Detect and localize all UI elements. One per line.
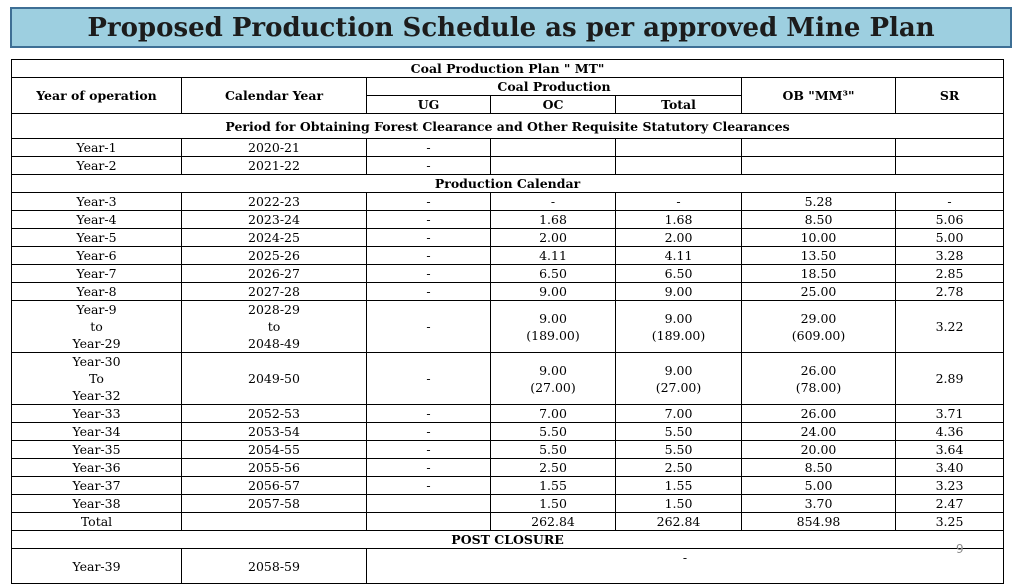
sr-cell: 3.71	[896, 405, 1004, 423]
total-cell: 2.00	[616, 229, 742, 247]
table-row	[12, 301, 1004, 353]
cell-line: to	[267, 319, 281, 334]
post-closure-value-cell: -	[367, 549, 1004, 584]
oc-cell: 6.50	[491, 265, 616, 283]
ug-cell: -	[367, 229, 491, 247]
calendar-year-cell: 2024-25	[182, 229, 367, 247]
cell-line: (78.00)	[795, 379, 842, 395]
ug-cell: -	[367, 157, 491, 175]
cell-line: 9.00	[664, 362, 693, 378]
table-row	[12, 229, 1004, 247]
sr-cell: 5.06	[896, 211, 1004, 229]
sr-cell: 2.78	[896, 283, 1004, 301]
total-cell: 5.50	[616, 423, 742, 441]
cell-line: 9.00	[539, 310, 567, 326]
section-clearance: Period for Obtaining Forest Clearance and Other Requisite Statutory Clearances	[12, 114, 1004, 139]
calendar-year-cell: 2053-54	[182, 423, 367, 441]
ob-cell: 5.00	[742, 477, 896, 495]
ob-cell: 24.00	[742, 423, 896, 441]
cell-line: 9.00	[539, 362, 567, 378]
sr-cell: 3.22	[896, 301, 1004, 353]
sr-cell: 2.47	[896, 495, 1004, 513]
year-of-operation-cell: Year-33	[12, 405, 182, 423]
production-schedule-table	[11, 59, 1004, 584]
total-cell: 7.00	[616, 405, 742, 423]
table-row	[12, 495, 1004, 513]
table-row	[12, 247, 1004, 265]
calendar-year-cell: 2021-22	[182, 157, 367, 175]
year-of-operation-cell: Year-3	[12, 193, 182, 211]
sr-cell: 2.89	[896, 353, 1004, 405]
ob-cell: 5.28	[742, 193, 896, 211]
ug-cell: -	[367, 247, 491, 265]
year-of-operation-cell: Year-39	[12, 549, 182, 584]
cell-line: Year-30	[72, 354, 121, 369]
col-header-coal-production: Coal Production	[367, 78, 742, 96]
cell-line: (27.00)	[655, 379, 702, 395]
ob-cell: 18.50	[742, 265, 896, 283]
sr-cell: 4.36	[896, 423, 1004, 441]
year-of-operation-cell	[12, 353, 182, 405]
cell-line: 2049-50	[248, 371, 300, 386]
col-header-ug: UG	[367, 96, 491, 114]
calendar-year-cell	[182, 353, 367, 405]
sr-cell: 3.64	[896, 441, 1004, 459]
oc-cell	[491, 301, 616, 353]
oc-cell: 7.00	[491, 405, 616, 423]
sr-cell: 3.25	[896, 513, 1004, 531]
year-of-operation-cell: Year-1	[12, 139, 182, 157]
table-row	[12, 193, 1004, 211]
year-of-operation-cell: Year-2	[12, 157, 182, 175]
ug-cell: -	[367, 423, 491, 441]
sr-cell	[896, 139, 1004, 157]
total-cell	[616, 157, 742, 175]
cell-line: (189.00)	[651, 327, 706, 343]
ob-cell: 8.50	[742, 459, 896, 477]
ug-cell: -	[367, 459, 491, 477]
ob-cell	[742, 301, 896, 353]
calendar-year-cell: 2023-24	[182, 211, 367, 229]
cell-line: 2028-29	[248, 302, 300, 317]
calendar-year-cell: 2055-56	[182, 459, 367, 477]
ob-cell: 26.00	[742, 405, 896, 423]
cell-line: Year-32	[72, 388, 121, 403]
oc-cell	[491, 139, 616, 157]
ug-cell	[367, 495, 491, 513]
total-cell: -	[616, 193, 742, 211]
sr-cell: -	[896, 193, 1004, 211]
year-of-operation-cell: Year-5	[12, 229, 182, 247]
oc-cell: 4.11	[491, 247, 616, 265]
section-production-calendar: Production Calendar	[12, 175, 1004, 193]
oc-cell: 262.84	[491, 513, 616, 531]
total-cell	[616, 301, 742, 353]
year-of-operation-cell: Year-7	[12, 265, 182, 283]
ug-cell: -	[367, 283, 491, 301]
total-cell	[616, 353, 742, 405]
col-header-year-of-operation: Year of operation	[12, 78, 182, 114]
cell-line: Year-29	[72, 336, 121, 351]
section-post-closure: POST CLOSURE	[12, 531, 1004, 549]
calendar-year-cell: 2022-23	[182, 193, 367, 211]
table-row	[12, 283, 1004, 301]
sr-cell: 3.28	[896, 247, 1004, 265]
year-of-operation-cell: Year-4	[12, 211, 182, 229]
calendar-year-cell: 2020-21	[182, 139, 367, 157]
ug-cell: -	[367, 405, 491, 423]
calendar-year-cell: 2026-27	[182, 265, 367, 283]
total-cell: 1.68	[616, 211, 742, 229]
total-cell: 6.50	[616, 265, 742, 283]
oc-cell: 1.68	[491, 211, 616, 229]
oc-cell: 9.00	[491, 283, 616, 301]
section-row	[12, 175, 1004, 193]
cell-line: 9.00	[664, 310, 693, 326]
oc-cell: 5.50	[491, 441, 616, 459]
calendar-year-cell: 2058-59	[182, 549, 367, 584]
oc-cell: 5.50	[491, 423, 616, 441]
cell-line: 26.00	[800, 362, 837, 378]
col-header-total: Total	[616, 96, 742, 114]
year-of-operation-cell: Year-34	[12, 423, 182, 441]
table-row	[12, 139, 1004, 157]
total-cell: 262.84	[616, 513, 742, 531]
year-of-operation-cell: Year-6	[12, 247, 182, 265]
year-of-operation-cell: Year-35	[12, 441, 182, 459]
total-cell: 9.00	[616, 283, 742, 301]
calendar-year-cell	[182, 301, 367, 353]
cell-line: To	[89, 371, 104, 386]
page-title: Proposed Production Schedule as per approved Mine Plan	[87, 12, 935, 43]
oc-cell: 2.00	[491, 229, 616, 247]
table-row	[12, 513, 1004, 531]
cell-line: 29.00	[800, 310, 837, 326]
title-banner	[10, 7, 1012, 48]
ug-cell: -	[367, 441, 491, 459]
ug-cell: -	[367, 353, 491, 405]
ug-cell: -	[367, 265, 491, 283]
ob-cell: 10.00	[742, 229, 896, 247]
calendar-year-cell: 2057-58	[182, 495, 367, 513]
table-row	[12, 477, 1004, 495]
cell-line: (189.00)	[526, 327, 580, 343]
sr-cell	[896, 157, 1004, 175]
table-row	[12, 157, 1004, 175]
ob-cell	[742, 139, 896, 157]
total-cell: 1.55	[616, 477, 742, 495]
year-of-operation-cell: Year-38	[12, 495, 182, 513]
table-row	[12, 423, 1004, 441]
plan-header: Coal Production Plan " MT"	[12, 60, 1004, 78]
calendar-year-cell: 2054-55	[182, 441, 367, 459]
oc-cell	[491, 353, 616, 405]
calendar-year-cell: 2027-28	[182, 283, 367, 301]
table-row	[12, 353, 1004, 405]
cell-line: (27.00)	[530, 379, 576, 395]
year-of-operation-cell	[12, 301, 182, 353]
calendar-year-cell: 2056-57	[182, 477, 367, 495]
ob-cell	[742, 353, 896, 405]
ug-cell: -	[367, 193, 491, 211]
ob-cell: 854.98	[742, 513, 896, 531]
calendar-year-cell: 2052-53	[182, 405, 367, 423]
sr-cell: 5.00	[896, 229, 1004, 247]
cell-line: Year-9	[76, 302, 117, 317]
table-row	[12, 265, 1004, 283]
ob-cell: 13.50	[742, 247, 896, 265]
oc-cell: 1.50	[491, 495, 616, 513]
cell-line: 2048-49	[248, 336, 300, 351]
col-header-oc: OC	[491, 96, 616, 114]
oc-cell: -	[491, 193, 616, 211]
ob-cell	[742, 157, 896, 175]
ob-cell: 25.00	[742, 283, 896, 301]
ob-cell: 8.50	[742, 211, 896, 229]
table-row	[12, 459, 1004, 477]
cell-line: to	[90, 319, 103, 334]
total-cell: 1.50	[616, 495, 742, 513]
calendar-year-cell: 2025-26	[182, 247, 367, 265]
ug-cell: -	[367, 477, 491, 495]
ob-cell: 20.00	[742, 441, 896, 459]
total-cell	[616, 139, 742, 157]
table-row	[12, 549, 1004, 584]
total-cell: 2.50	[616, 459, 742, 477]
oc-cell: 2.50	[491, 459, 616, 477]
table-row	[12, 211, 1004, 229]
ob-cell: 3.70	[742, 495, 896, 513]
oc-cell	[491, 157, 616, 175]
ug-cell: -	[367, 139, 491, 157]
year-of-operation-cell: Year-37	[12, 477, 182, 495]
year-of-operation-cell: Total	[12, 513, 182, 531]
sr-cell: 2.85	[896, 265, 1004, 283]
calendar-year-cell	[182, 513, 367, 531]
table-body	[12, 60, 1004, 584]
page-number: 9	[956, 542, 964, 556]
table-row	[12, 441, 1004, 459]
cell-line: (609.00)	[791, 327, 846, 343]
sr-cell: 3.40	[896, 459, 1004, 477]
table-row	[12, 405, 1004, 423]
oc-cell: 1.55	[491, 477, 616, 495]
sr-cell: 3.23	[896, 477, 1004, 495]
col-header-ob: OB "MM³"	[742, 78, 896, 114]
year-of-operation-cell: Year-8	[12, 283, 182, 301]
ug-cell: -	[367, 301, 491, 353]
ug-cell: -	[367, 211, 491, 229]
ug-cell	[367, 513, 491, 531]
total-cell: 4.11	[616, 247, 742, 265]
col-header-calendar-year: Calendar Year	[182, 78, 367, 114]
total-cell: 5.50	[616, 441, 742, 459]
col-header-sr: SR	[896, 78, 1004, 114]
section-row	[12, 531, 1004, 549]
year-of-operation-cell: Year-36	[12, 459, 182, 477]
